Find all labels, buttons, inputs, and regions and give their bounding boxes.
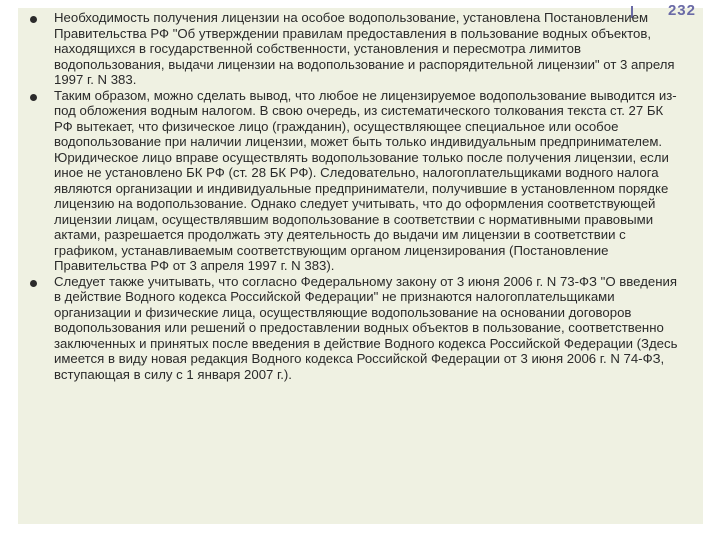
bullet-dot-icon <box>30 16 37 23</box>
bullet-dot-icon <box>30 94 37 101</box>
bullet-text: Таким образом, можно сделать вывод, что любое не лицензируемое водопользование выводится из-под обложения водным налогом. В свою очередь, из систематического толкования текста ст. 27 БК РФ вытекает, что физическое лицо (гражданин), осуществляющее специальное или особое водопользование при наличии лицензии, может быть только индивидуальным предпринимателем. Юридическое лицо вправе осуществлять водопользование только после получения лицензии, если иное не установлено БК РФ (ст. 28 БК РФ). Следовательно, налогоплательщиками водного налога являются организации и индивидуальные предприниматели, получившие в установленном порядке лицензию на водопользование. Однако следует учитывать, что до оформления соответствующей лицензии лицам, осуществлявшим водопользование в соответствии с нормативными правовыми актами, разрешается продолжать эту деятельность до выдачи им лицензии в соответствии с графиком, устанавливаемым соответствующим органом лицензирования (Постановление Правительства РФ от 3 апреля 1997 г. N 383). <box>54 87 677 273</box>
bullet-text: Следует также учитывать, что согласно Федеральному закону от 3 июня 2006 г. N 73-ФЗ "О введения в действие Водного кодекса Российской Федерации" не признаются налогоплательщиками организации и физические лица, осуществляющие водопользование на основании договоров водопользования или решений о предоставлении водных объектов в пользование, соответственно заключенных и принятых после введения в действие Водного кодекса Российской Федерации (Здесь имеется в виду новая редакция Водного кодекса Российской Федерации от 3 июня 2006 г. N 74-ФЗ, вступающая в силу с 1 января 2007 г.). <box>54 273 678 382</box>
page-number: 232 <box>667 2 696 19</box>
bullet-item <box>30 88 685 274</box>
bullet-dot-icon <box>30 280 37 287</box>
bullet-item <box>30 10 685 88</box>
bullet-list <box>30 10 685 382</box>
bullet-item <box>30 274 685 383</box>
bullet-text: Необходимость получения лицензии на особое водопользование, установлена Постановлением Правительства РФ "Об утверждении правилам предоставления в пользование водных объектов, находящихся в государственной собственности, установления и пересмотра лимитов водопользования, выдачи лицензии на водопользование и распорядительной лицензии" от 3 апреля 1997 г. N 383. <box>54 10 675 87</box>
